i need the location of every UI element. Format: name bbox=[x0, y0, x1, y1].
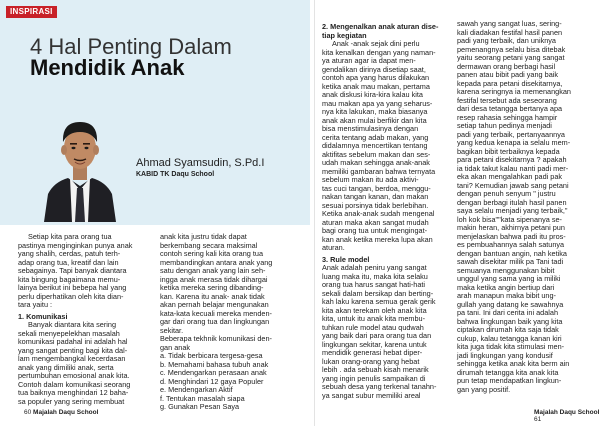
author-photo bbox=[40, 90, 120, 222]
paragraph: anak kita justru tidak dapat berkembang secara maksimal contoh sering kali kita orang tua membandingkan antara anak yang satu dengan anak yang lain seh- ingga anak merasa tidak dihargai ketika mereka sering dibanding- kan. Karena itu anak- anak tidak akan pernah belajar mengunakan kata-kata kecuali mereka menden- gar dari orang tua dan lingkungan sekitar. Beberapa tekhnik komunikasi den- gan anak a. Tidak berbicara tergesa-gesa b. Memahami bahasa tubuh anak c. Mendengarkan perasaan anak d. Menghindari 12 gaya Populer e. Mendengarkan Aktif f. Tentukan masalah siapa g. Gunakan Pesan Saya bbox=[160, 232, 273, 411]
paragraph: Banyak diantara kita sering sekali menyepelekhan masalah komunikasi padahal ini adalah hal yang sangat penting bagi kita dal- lam mengembangkal kecerdasan anak yang dimiliki anak, serta pertumbuhan emosional anak kita. Contoh dalam komunikasi seorang tua baiknya menghindari 12 baha- sa populer yang sering membuat bbox=[18, 320, 131, 406]
page-gutter bbox=[314, 0, 315, 426]
article-header bbox=[0, 0, 310, 225]
article-column-2 bbox=[160, 233, 306, 412]
paragraph: Setiap kita para orang tua pastinya menginginkan punya anak yang shalih, cerdas, patuh terh- adap orang tua, kreatif dan lain sebagainya. Tapi banyak diantara kita bingung bagaimana memu- lainya berikut ini bebepa hal yang perlu diperhatikan oleh kita dian- tara yaitu : bbox=[18, 232, 133, 309]
article-title-line1: 4 Hal Penting Dalam bbox=[30, 34, 232, 59]
footer-right bbox=[534, 409, 600, 423]
section-heading: 2. Mengenalkan anak aturan dise- tiap kegiatan bbox=[322, 22, 439, 40]
paragraph: sawah yang sangat luas, sering- kali diadakan festifal hasil panen padi yang terbaik, dan uniknya pemenangnya selalu bisa ditebak yaitu seorang petani yang sangat dermawan orang berbagi hasil panen atau bibit padi yang baik kepada para petani disekitarnya, karena seringnya ia memenangkan festifal tersebut ada seseorang dari desa tetangga bertanya apa resep rahasia sehingga hampir setiap tahun pedinya menjadi padi yang terbaik, pertanyaannya yang kedua kenapa ia selalu mem- bagikan bibit terbaiknya kepada para petani disekitarnya ? apakah ia tidak takut kalau nanti padi mer- eka akan mengalahkan padi pak tani? Kemudian jawab sang petani dengan penuh senyum " justru dengan berbagi itulah hasil panen saya selalu menjadi yang terbaik," loh kok bisa""kata sipenanya se- makin heran, akhirnya petani pun menjelaskan bahwa padi itu pros- es pembuahannya salah satunya dengan bantuan angin, nah ketika sawah disekitar milik pa Tani tadi semuanya menggunakan bibit unggul yang sama yang ia miliki maka ketika angin bertiup dari arah manapun maka bibit ung- gullah yang datang ke sawahnya pa tani. Ini dari cerita ini adalah bahwa lingkungan baik yang kita ciptakan dirumah kita saja tidak cukup, kalau tetangga kanan kiri kita juga tidak kita stimulasi men- jadi lingkungan yang kondusif sehingga ketika anak kita berm ain dirumah tetangga kita anak kita pun tetap mendapatkan lingkun- gan yang positif. bbox=[457, 19, 571, 394]
article-column-4 bbox=[457, 20, 585, 394]
paragraph: Anak -anak sejak dini perlu kita kenalkan dengan yang naman- ya aturan agar ia dapat men- gendalikan dirinya disetiap saat, contoh apa yang harus dilakukan ketika anak mau makan, pertama anak diskusi kira-kira kalau kita mau makan apa ya yang seharus- nya kita lakukan, maka biasanya anak akan mulai berfikir dan kita bisa menstimulasinya dengan cerita tentang adab makan, yang didalamnya mencertikan tentang aktifitas sebelum makan dan ses- udah makan sehingga anak-anak memiliki gambaran bahwa ternyata sebelum makan itu ada aktivi- tas cuci tangan, berdoa, menggu- nakan tangan kanan, dan makan sesuai porsinya tidak berlebihan. Ketika anak-anak sudah mengenal aturan maka akan sangat mudah bagi orang tua untuk mengingat- kan anak ketika mereka lupa akan aturan. bbox=[322, 39, 436, 252]
article-title-line2: Mendidik Anak bbox=[30, 55, 185, 80]
page-number-left: 60 bbox=[24, 409, 32, 416]
magazine-name-right: Majalah Daqu School bbox=[534, 409, 600, 416]
author-photo-illustration bbox=[40, 90, 120, 222]
section-heading: 3. Rule model bbox=[322, 254, 370, 264]
author-role: KABID TK Daqu School bbox=[136, 171, 215, 178]
page-number-right: 61 bbox=[534, 416, 542, 423]
rubric-label: INSPIRASI bbox=[6, 6, 57, 18]
author-name: Ahmad Syamsudin, S.Pd.I bbox=[136, 157, 265, 169]
footer-left bbox=[24, 409, 98, 416]
paragraph: Anak adalah peniru yang sangat luang maka itu, maka kita selaku orang tua harus sangat hati-hati sekali dalam bersikap dan berting- kah laku karena semua gerak gerik kita akan terekam oleh anak kita kita, untuk itu anak kita membu- tuhkan rule model atau qudwah yang baik dari para orang tua dan lingkungan sekitar, karena untuk mendidik generasi hebat diper- lukan orang-orang yang hebat lebih . ada sebuah kisah menarik yang ingin penulis sampaikan di sebuah desa yang terkenal tanahn- ya sangat subur memiliki areal bbox=[322, 263, 437, 400]
section-heading: 1. Komunikasi bbox=[18, 311, 68, 321]
magazine-name-left: Majalah Daqu School bbox=[33, 409, 99, 416]
article-column-3 bbox=[322, 20, 450, 400]
article-column-1 bbox=[18, 233, 156, 406]
